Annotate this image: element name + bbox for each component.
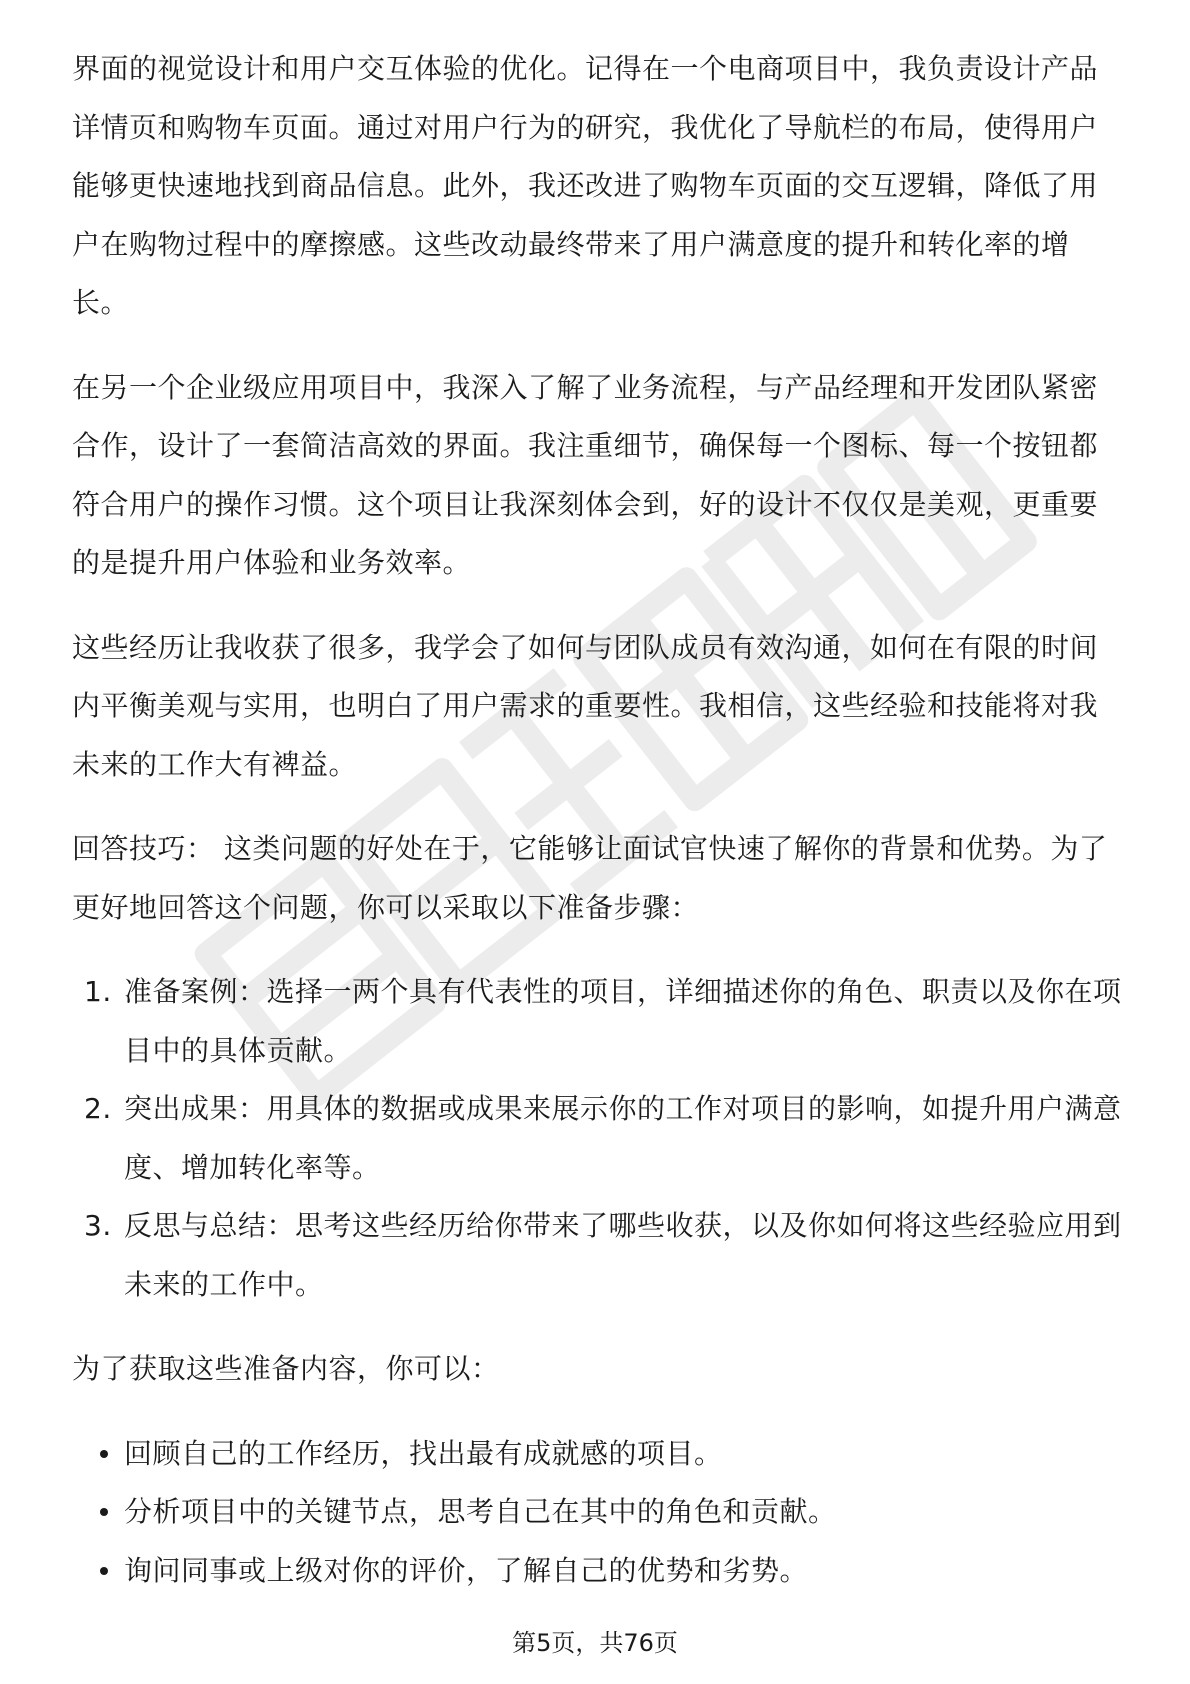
bullet-dot-icon	[100, 1567, 108, 1575]
preparation-steps-list	[72, 963, 1122, 1314]
bullet-dot-icon	[100, 1508, 108, 1516]
paragraph-enterprise-project: 在另一个企业级应用项目中，我深入了解了业务流程，与产品经理和开发团队紧密合作，设计了一套简洁高效的界面。我注重细节，确保每一个图标、每一个按钮都符合用户的操作习惯。这个项目让我深刻体会到，好的设计不仅仅是美观，更重要的是提升用户体验和业务效率。	[72, 370, 1099, 579]
list-item	[72, 1080, 1122, 1197]
paragraph-answer-tips: 回答技巧： 这类问题的好处在于，它能够让面试官快速了解你的背景和优势。为了更好地回答这个问题，你可以采取以下准备步骤：	[72, 832, 1108, 924]
list-item-text: 准备案例：选择一两个具有代表性的项目，详细描述你的角色、职责以及你在项目中的具体贡献。	[124, 975, 1122, 1067]
page-number-footer: 第5页，共76页	[512, 1629, 678, 1657]
list-item-text: 回顾自己的工作经历，找出最有成就感的项目。	[124, 1436, 723, 1470]
preparation-methods-list	[72, 1425, 1122, 1601]
paragraph-ecommerce-project: 界面的视觉设计和用户交互体验的优化。记得在一个电商项目中，我负责设计产品详情页和购物车页面。通过对用户行为的研究，我优化了导航栏的布局，使得用户能够更快速地找到商品信息。此外，我还改进了购物车页面的交互逻辑，降低了用户在购物过程中的摩擦感。这些改动最终带来了用户满意度的提升和转化率的增长。	[72, 52, 1099, 319]
list-item	[72, 1425, 1122, 1484]
list-item-text: 突出成果：用具体的数据或成果来展示你的工作对项目的影响，如提升用户满意度、增加转化率等。	[124, 1092, 1122, 1184]
document-body	[72, 40, 1122, 1626]
paragraph-experience-gains: 这些经历让我收获了很多，我学会了如何与团队成员有效沟通，如何在有限的时间内平衡美观与实用，也明白了用户需求的重要性。我相信，这些经验和技能将对我未来的工作大有裨益。	[72, 630, 1099, 781]
list-number: 1.	[84, 975, 112, 1008]
list-item	[72, 963, 1122, 1080]
list-item	[72, 1542, 1122, 1601]
list-item	[72, 1197, 1122, 1314]
list-item-text: 分析项目中的关键节点，思考自己在其中的角色和贡献。	[124, 1495, 837, 1528]
bullet-dot-icon	[100, 1450, 108, 1458]
paragraph-bullets-intro: 为了获取这些准备内容，你可以：	[72, 1352, 500, 1385]
list-item-text: 询问同事或上级对你的评价，了解自己的优势和劣势。	[124, 1553, 809, 1587]
list-number: 3.	[84, 1209, 112, 1242]
list-number: 2.	[84, 1092, 112, 1125]
list-item	[72, 1483, 1122, 1542]
list-item-text: 反思与总结：思考这些经历给你带来了哪些收获，以及你如何将这些经验应用到未来的工作中。	[124, 1209, 1122, 1301]
